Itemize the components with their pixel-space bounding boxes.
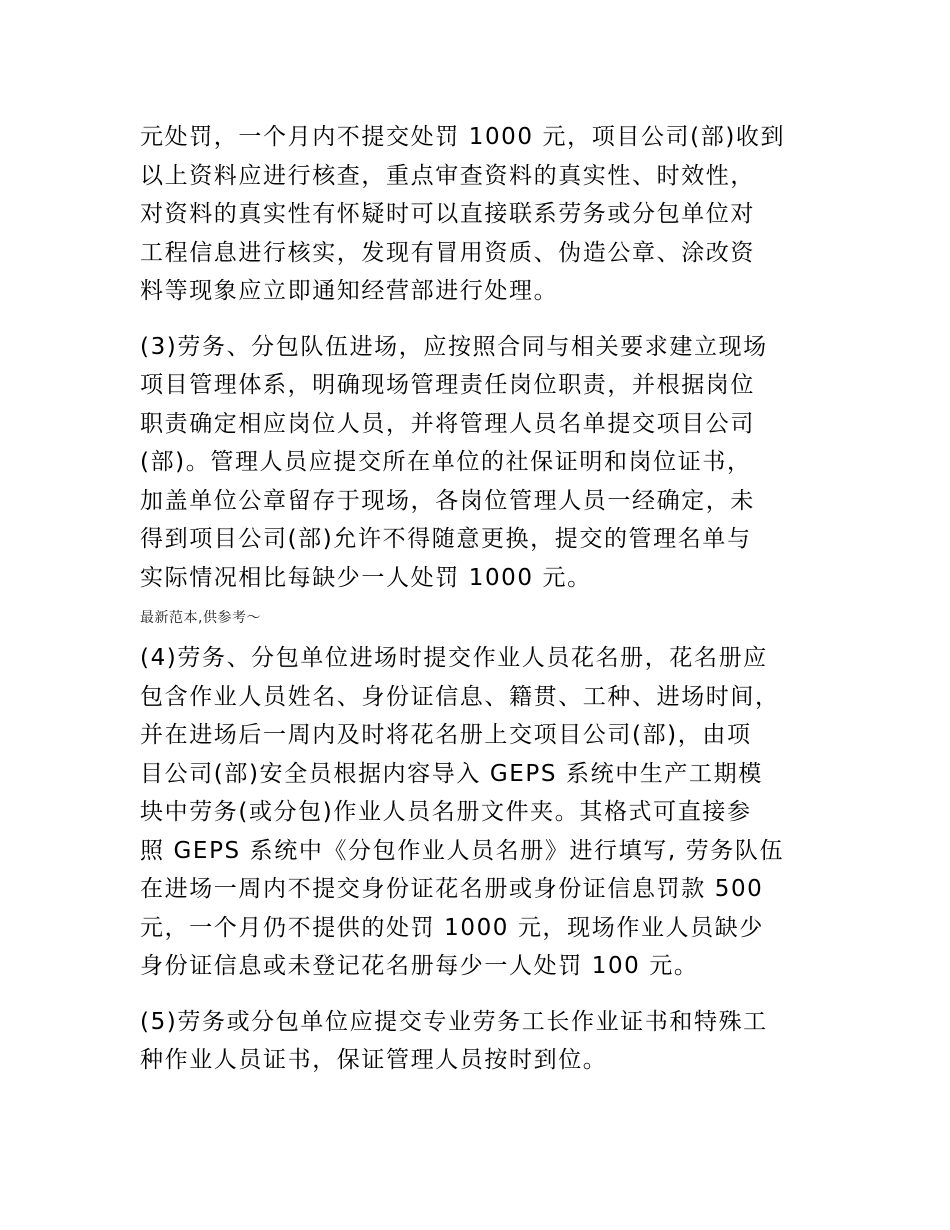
text-line: 得到项目公司(部)允许不得随意更换，提交的管理名单与 <box>140 526 752 552</box>
page-content <box>140 118 820 1080</box>
paragraph-3 <box>140 328 820 598</box>
text-line: 在进场一周内不提交身份证花名册或身份证信息罚款 500 <box>140 876 764 902</box>
text-line: 以上资料应进行核查，重点审查资料的真实性、时效性， <box>140 162 755 189</box>
text-line: (3)劳务、分包队伍进场，应按照合同与相关要求建立现场 <box>140 333 768 360</box>
text-line: 料等现象应立即通知经营部进行处理。 <box>140 278 559 304</box>
text-line: 包含作业人员姓名、身份证信息、籍贯、工种、进场时间， <box>140 683 780 710</box>
text-line: 对资料的真实性有怀疑时可以直接联系劳务或分包单位对 <box>140 201 755 227</box>
paragraph-4 <box>140 639 820 986</box>
text-line: 工程信息进行核实，发现有冒用资质、伪造公章、涂改资 <box>140 239 755 266</box>
paragraph-continued <box>140 118 820 311</box>
text-line: (4)劳务、分包单位进场时提交作业人员花名册，花名册应 <box>140 645 768 671</box>
text-line: 块中劳务(或分包)作业人员名册文件夹。其格式可直接参 <box>140 799 752 825</box>
footer-note: 最新范本,供参考～ <box>140 610 261 626</box>
text-line: 身份证信息或未登记花名册每少一人处罚 100 元。 <box>140 953 699 979</box>
paragraph-5 <box>140 1003 820 1080</box>
text-line: 元，一个月仍不提供的处罚 1000 元，现场作业人员缺少 <box>140 914 764 941</box>
text-line: 项目管理体系，明确现场管理责任岗位职责，并根据岗位 <box>140 372 755 398</box>
text-line: 种作业人员证书，保证管理人员按时到位。 <box>140 1047 608 1073</box>
text-line: 目公司(部)安全员根据内容导入 GEPS 系统中生产工期模 <box>140 760 763 787</box>
paragraph-spacer <box>140 311 820 328</box>
text-line: 职责确定相应岗位人员，并将管理人员名单提交项目公司 <box>140 410 755 437</box>
text-line: 并在进场后一周内及时将花名册上交项目公司(部)，由项 <box>140 722 752 748</box>
paragraph-spacer <box>140 597 820 608</box>
text-line: (部)。管理人员应提交所在单位的社保证明和岗位证书， <box>140 449 752 475</box>
paragraph-spacer <box>140 986 820 1003</box>
text-line: (5)劳务或分包单位应提交专业劳务工长作业证书和特殊工 <box>140 1008 768 1035</box>
text-line: 加盖单位公章留存于现场，各岗位管理人员一经确定，未 <box>140 487 755 514</box>
text-line: 实际情况相比每缺少一人处罚 1000 元。 <box>140 564 592 591</box>
paragraph-spacer <box>140 628 820 639</box>
text-line: 元处罚，一个月内不提交处罚 1000 元，项目公司(部)收到 <box>140 124 786 150</box>
text-line: 照 GEPS 系统中《分包作业人员名册》进行填写, 劳务队伍 <box>140 837 785 864</box>
